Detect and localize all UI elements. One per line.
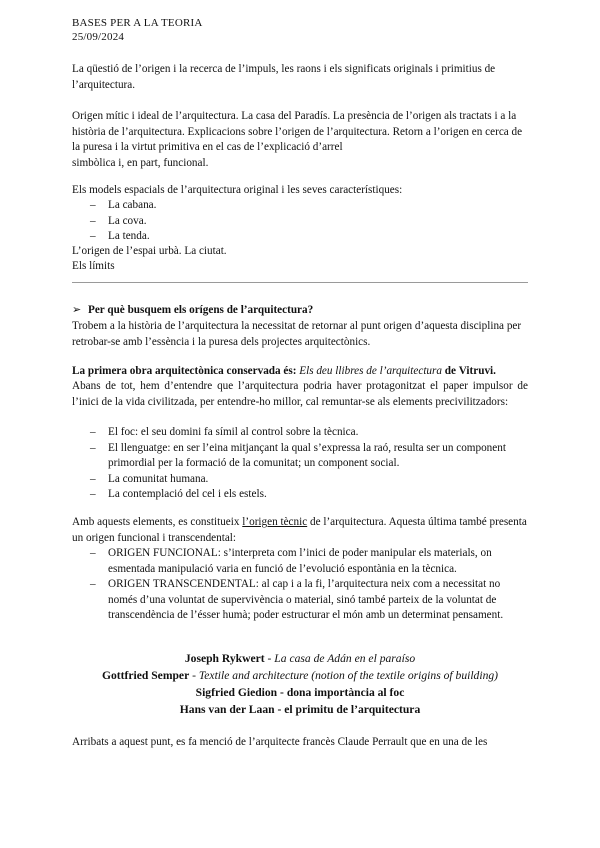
- reference-separator: -: [277, 686, 287, 699]
- section-paragraph-2: Abans de tot, hem d’entendre que l’arquitectura podria haver protagonitzat el paper impulsor de l’inici de la vida civilitzada, per entendre-ho millor, cal remuntar-se als elements precivilitzadors:: [72, 380, 528, 408]
- list-item: – La cova.: [72, 214, 528, 230]
- reference-separator: -: [274, 703, 285, 716]
- reference-author: Gottfried Semper: [101, 669, 190, 682]
- first-work-label: La primera obra arquitectònica conservada és:: [72, 365, 297, 377]
- reference-giedion: [72, 685, 528, 701]
- list-item: – El foc: el seu domini fa símil al control sobre la tècnica.: [72, 425, 528, 441]
- p3-start: Amb aquests elements, es constitueix: [72, 516, 243, 528]
- section-divider: [72, 282, 528, 283]
- city-line: L’origen de l’espai urbà. La ciutat.: [72, 245, 227, 257]
- reference-rykwert: [72, 651, 528, 667]
- intro-paragraph-2-main: Origen mític i ideal de l’arquitectura. La casa del Paradís. La presència de l’origen als tractats i a la història de l’arquitectura. Explicacions sobre l’origen de l’arquitectura. Retorn a l’origen en cerca de la puresa i la virtut primitiva en el cas de l’explicació d’arrel: [72, 110, 523, 154]
- intro-paragraph-1: La qüestió de l’origen i la recerca de l’impuls, les raons i els significats originals i primitius de l’arquitectura.: [72, 63, 496, 91]
- first-work-line: [72, 364, 528, 380]
- section-paragraph-1: Trobem a la història de l’arquitectura la necessitat de retornar al punt origen d’aquesta disciplina per retrobar-se amb l’essència i la puresa dels projectes arquitectònics.: [72, 320, 522, 348]
- list-item: – La tenda.: [72, 229, 528, 245]
- reference-separator: -: [189, 669, 199, 682]
- first-work-de: de: [444, 365, 456, 377]
- section-paragraph-3: [72, 515, 528, 546]
- first-work-author: Vitruvi.: [458, 365, 496, 377]
- reference-work: dona importància al foc: [286, 686, 405, 699]
- list-item: – La comunitat humana.: [72, 472, 528, 488]
- spatial-models-list: [72, 198, 528, 245]
- section-heading: [72, 303, 313, 319]
- limits-line: Els límits: [72, 260, 115, 272]
- reference-work: Textile and architecture (notion of the textile origins of building): [198, 669, 499, 682]
- reference-work: La casa de Adán en el paraíso: [274, 652, 416, 665]
- list-item: – ORIGEN FUNCIONAL: s’interpreta com l’inici de poder manipular els materials, on esmentada manipulació varia en funció de l’evolució espontània en la tècnica.: [72, 546, 528, 577]
- document-date: 25/09/2024: [72, 31, 125, 43]
- list-item: – El llenguatge: en ser l’eina mitjançant la qual s’expressa la raó, resulta ser un component primordial per la formació de la comunitat; un component social.: [72, 441, 528, 472]
- list-item: – ORIGEN TRANSCENDENTAL: al cap i a la fi, l’arquitectura neix com a necessitat no només d’una voluntat de supervivència o material, sinó també parteix de la voluntat de transcendència de l’ésser humà; poder estructurar el món amb un determinat pensament.: [72, 577, 528, 624]
- closing-paragraph: Arribats a aquest punt, es fa menció de l’arquitecte francès Claude Perrault que en una de les: [72, 736, 488, 748]
- reference-separator: -: [264, 652, 275, 665]
- reference-author: Joseph Rykwert: [184, 652, 265, 665]
- first-work-title: Els deu llibres de l’arquitectura: [299, 365, 442, 377]
- list-item: – La contemplació del cel i els estels.: [72, 487, 528, 503]
- reference-author: Hans van der Laan: [179, 703, 275, 716]
- arrow-bullet-icon: ➢: [72, 304, 82, 316]
- intro-paragraph-2: [72, 109, 528, 171]
- list-item: – La cabana.: [72, 198, 528, 214]
- reference-semper: [72, 668, 528, 684]
- section-heading-text: Per què busquem els orígens de l’arquitectura?: [88, 304, 314, 316]
- reference-work: el primitu de l’arquitectura: [284, 703, 421, 716]
- precivilizing-elements-list: [72, 425, 528, 503]
- intro-paragraph-3: Els models espacials de l’arquitectura original i les seves característiques:: [72, 184, 403, 196]
- origins-list: [72, 546, 528, 624]
- reference-author: Sigfried Giedion: [195, 686, 278, 699]
- intro-paragraph-2-end: simbòlica i, en part, funcional.: [72, 156, 209, 169]
- technical-origin-term: l’origen tècnic: [242, 516, 308, 528]
- p3-end: de l’arquitectura. Aquesta última també presenta un origen funcional i transcendental:: [72, 516, 527, 544]
- reference-van-der-laan: [72, 702, 528, 718]
- document-title: BASES PER A LA TEORIA: [72, 17, 203, 29]
